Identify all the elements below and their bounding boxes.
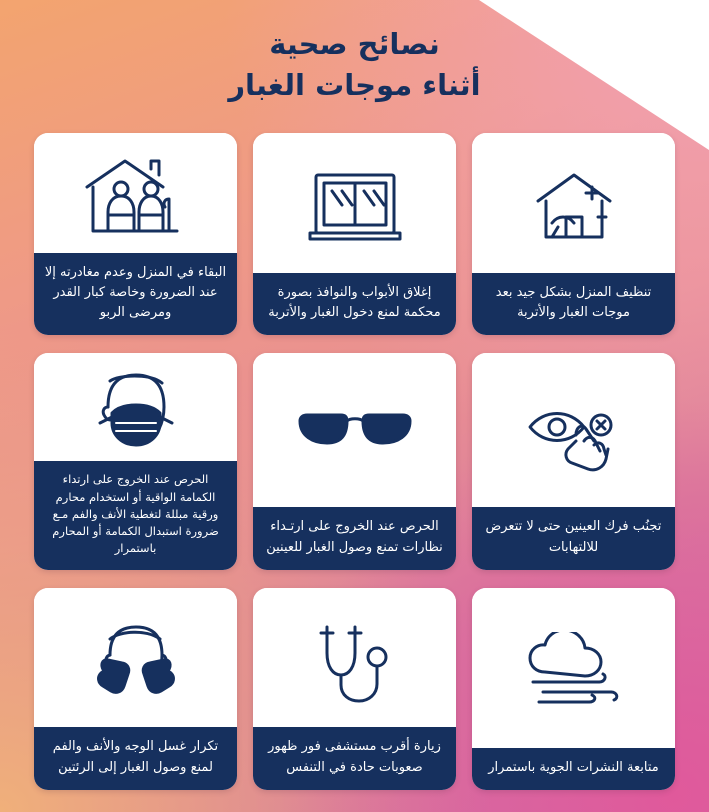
- wash-face-icon: [34, 588, 237, 728]
- stethoscope-icon: [253, 588, 456, 728]
- house-cleaning-icon: [472, 133, 675, 273]
- tip-card-1: [472, 133, 675, 335]
- page-title-line2: أثناء موجات الغبار: [228, 68, 481, 103]
- tip-card-9-text: تكرار غسل الوجه والأنف والفم لمنع وصول الغبار إلى الرئتين: [34, 727, 237, 789]
- tip-card-4: [472, 353, 675, 569]
- tip-card-4-text: تجنُب فرك العينين حتى لا تتعرض للالتهابات: [472, 507, 675, 569]
- tip-card-3: [34, 133, 237, 335]
- tip-card-6-text: الحرص عند الخروج على ارتداء الكمامة الواقية أو استخدام محارم ورقية مبللة لتغطية الأنف والفم مـع ضرورة استبدال الكمامة أو المحارم باستمرار: [34, 461, 237, 569]
- tip-card-7: [472, 588, 675, 790]
- tips-grid: [0, 123, 709, 812]
- face-mask-icon: [34, 353, 237, 461]
- tip-card-5-text: الحرص عند الخروج على ارتـداء نظارات تمنع وصول الغبار للعينين: [253, 507, 456, 569]
- tip-card-9: [34, 588, 237, 790]
- eyeglasses-icon: [253, 353, 456, 507]
- tip-card-2: [253, 133, 456, 335]
- closed-window-icon: [253, 133, 456, 273]
- tip-card-2-text: إغلاق الأبواب والنوافذ بصورة محكمة لمنع دخول الغبار والأتربة: [253, 273, 456, 335]
- no-eye-rubbing-icon: [472, 353, 675, 507]
- tip-card-7-text: متابعة النشرات الجوية باستمرار: [472, 748, 675, 790]
- page-title-line1: نصائح صحية: [269, 27, 440, 61]
- dust-cloud-wind-icon: [472, 588, 675, 748]
- elderly-couple-home-icon: [34, 133, 237, 253]
- tip-card-3-text: البقاء في المنزل وعدم مغادرته إلا عند الضرورة وخاصة كبار القدر ومرضى الربو: [34, 253, 237, 335]
- poster-header: [0, 0, 709, 123]
- tip-card-8-text: زيارة أقرب مستشفى فور ظهور صعوبات حادة في التنفس: [253, 727, 456, 789]
- tip-card-8: [253, 588, 456, 790]
- tip-card-5: [253, 353, 456, 569]
- tip-card-6: [34, 353, 237, 569]
- tip-card-1-text: تنظيف المنزل بشكل جيد بعد موجات الغبار والأتربة: [472, 273, 675, 335]
